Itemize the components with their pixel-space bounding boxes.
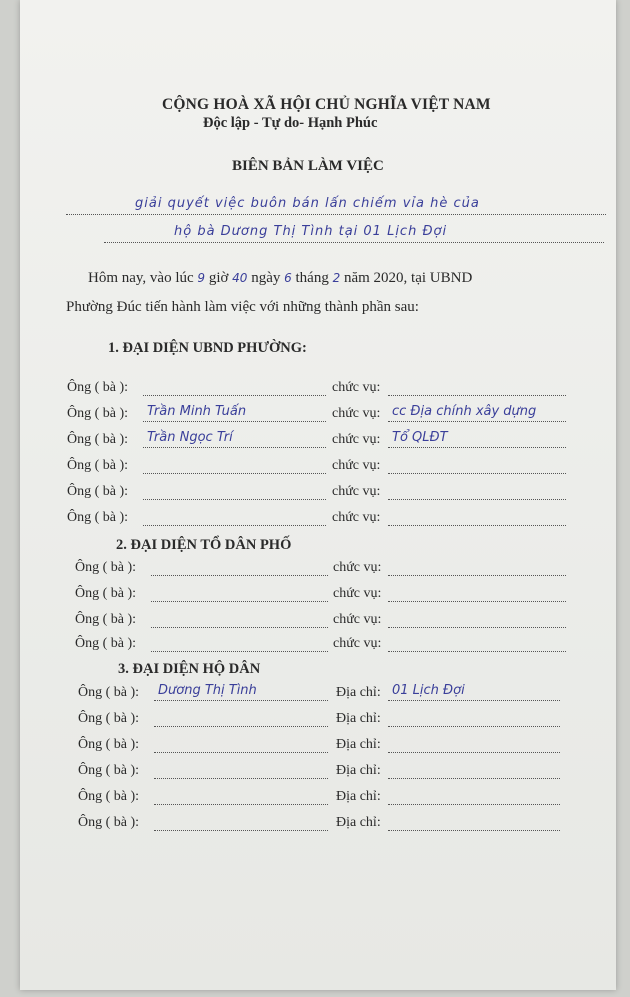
name-field[interactable] xyxy=(154,752,328,753)
name-field[interactable] xyxy=(151,601,328,602)
name-field[interactable] xyxy=(154,830,328,831)
position-label: chức vụ: xyxy=(332,432,381,447)
person-label: Ông ( bà ): xyxy=(75,636,137,651)
name-field[interactable] xyxy=(154,726,328,727)
person-label: Ông ( bà ): xyxy=(75,586,137,601)
national-title: CỘNG HOÀ XÃ HỘI CHỦ NGHĨA VIỆT NAM xyxy=(162,96,491,113)
address-label: Địa chỉ: xyxy=(336,815,381,830)
position-field[interactable] xyxy=(388,651,566,652)
address-label: Địa chỉ: xyxy=(336,685,381,700)
position-label: chức vụ: xyxy=(333,636,382,651)
intro-day: 6 xyxy=(284,271,292,285)
person-label: Ông ( bà ): xyxy=(67,432,129,447)
subject-line-1: giải quyết việc buôn bán lấn chiếm vỉa hè của xyxy=(135,196,480,211)
name-field[interactable] xyxy=(143,447,326,448)
section1-title: 1. ĐẠI DIỆN UBND PHƯỜNG: xyxy=(108,340,307,356)
section3-title: 3. ĐẠI DIỆN HỘ DÂN xyxy=(118,661,261,677)
person-label: Ông ( bà ): xyxy=(67,510,129,525)
person-label: Ông ( bà ): xyxy=(78,685,140,700)
person-label: Ông ( bà ): xyxy=(78,789,140,804)
name-field[interactable] xyxy=(151,627,328,628)
address-field[interactable] xyxy=(388,830,560,831)
position-label: chức vụ: xyxy=(333,612,382,627)
subject-dotline-1 xyxy=(66,214,606,215)
name-field[interactable] xyxy=(154,700,328,701)
position-label: chức vụ: xyxy=(333,560,382,575)
intro-minute: 40 xyxy=(232,271,248,285)
intro-month: 2 xyxy=(332,271,341,285)
name-field[interactable] xyxy=(143,421,326,422)
position-value: Tổ QLĐT xyxy=(392,430,448,445)
intro-line-1 xyxy=(88,270,472,287)
document-title: BIÊN BẢN LÀM VIỆC xyxy=(232,158,384,174)
address-field[interactable] xyxy=(388,778,560,779)
address-field[interactable] xyxy=(388,726,560,727)
address-value: 01 Lịch Đợi xyxy=(392,683,465,698)
name-field[interactable] xyxy=(143,395,326,396)
person-label: Ông ( bà ): xyxy=(75,612,137,627)
name-field[interactable] xyxy=(154,804,328,805)
name-field[interactable] xyxy=(143,525,326,526)
position-label: chức vụ: xyxy=(332,484,381,499)
person-label: Ông ( bà ): xyxy=(78,737,140,752)
subject-line-2: hộ bà Dương Thị Tình tại 01 Lịch Đợi xyxy=(174,224,448,239)
position-value: cc Địa chính xây dựng xyxy=(392,404,537,419)
person-label: Ông ( bà ): xyxy=(67,380,129,395)
person-label: Ông ( bà ): xyxy=(75,560,137,575)
position-field[interactable] xyxy=(388,627,566,628)
position-label: chức vụ: xyxy=(332,510,381,525)
person-name: Trần Minh Tuấn xyxy=(147,404,247,419)
person-label: Ông ( bà ): xyxy=(78,711,140,726)
position-field[interactable] xyxy=(388,395,566,396)
position-label: chức vụ: xyxy=(332,458,381,473)
intro-text-1: Hôm nay, vào lúc xyxy=(88,270,194,286)
position-label: chức vụ: xyxy=(333,586,382,601)
person-label: Ông ( bà ): xyxy=(67,484,129,499)
person-name: Trần Ngọc Trí xyxy=(147,430,233,445)
position-field[interactable] xyxy=(388,447,566,448)
intro-text-3: ngày xyxy=(251,270,281,286)
address-label: Địa chỉ: xyxy=(336,711,381,726)
intro-line-2: Phường Đúc tiến hành làm việc với những thành phần sau: xyxy=(66,299,419,315)
position-field[interactable] xyxy=(388,421,566,422)
name-field[interactable] xyxy=(154,778,328,779)
position-field[interactable] xyxy=(388,473,566,474)
position-label: chức vụ: xyxy=(332,380,381,395)
subject-dotline-2 xyxy=(104,242,604,243)
person-label: Ông ( bà ): xyxy=(78,763,140,778)
name-field[interactable] xyxy=(143,499,326,500)
intro-text-4: tháng xyxy=(295,270,329,286)
position-field[interactable] xyxy=(388,525,566,526)
motto: Độc lập - Tự do- Hạnh Phúc xyxy=(203,115,378,131)
address-field[interactable] xyxy=(388,752,560,753)
address-field[interactable] xyxy=(388,804,560,805)
intro-text-2: giờ xyxy=(208,270,229,286)
person-name: Dương Thị Tình xyxy=(158,683,257,698)
position-field[interactable] xyxy=(388,601,566,602)
person-label: Ông ( bà ): xyxy=(67,458,129,473)
address-label: Địa chỉ: xyxy=(336,737,381,752)
intro-text-5: năm 2020, tại UBND xyxy=(343,270,473,286)
intro-hour: 9 xyxy=(197,271,206,285)
position-field[interactable] xyxy=(388,499,566,500)
address-label: Địa chỉ: xyxy=(336,763,381,778)
person-label: Ông ( bà ): xyxy=(67,406,129,421)
address-field[interactable] xyxy=(388,700,560,701)
position-field[interactable] xyxy=(388,575,566,576)
name-field[interactable] xyxy=(143,473,326,474)
name-field[interactable] xyxy=(151,575,328,576)
address-label: Địa chỉ: xyxy=(336,789,381,804)
position-label: chức vụ: xyxy=(332,406,381,421)
name-field[interactable] xyxy=(151,651,328,652)
person-label: Ông ( bà ): xyxy=(78,815,140,830)
section2-title: 2. ĐẠI DIỆN TỔ DÂN PHỐ xyxy=(116,537,292,553)
